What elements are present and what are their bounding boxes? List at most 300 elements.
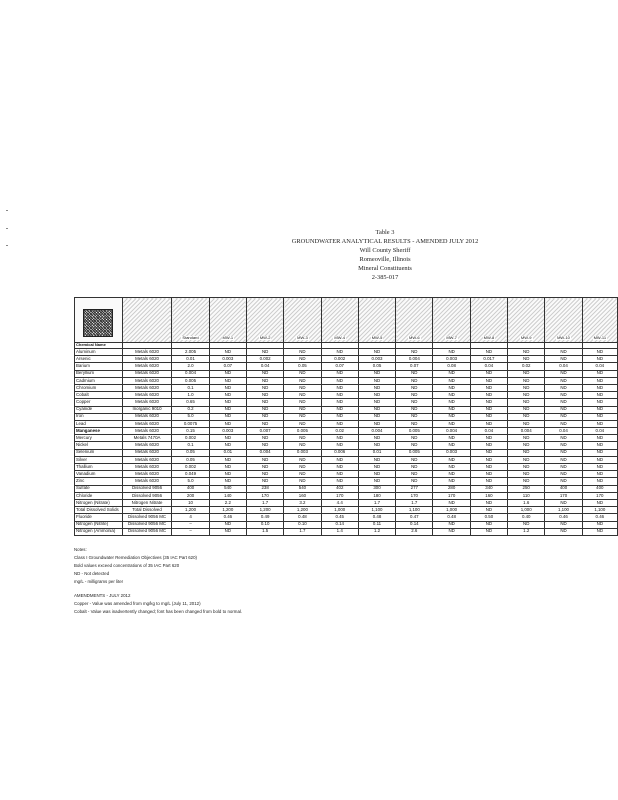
chemical-name: Nitrogen (Nitrate)	[75, 499, 123, 506]
result-value: ND	[582, 349, 617, 356]
column-header	[508, 298, 545, 343]
column-header-label: MW-3	[297, 334, 308, 340]
result-value: 170	[321, 492, 358, 499]
chemical-name: Sulfate	[75, 485, 123, 492]
result-value: 0.46	[582, 514, 617, 521]
result-value: 1.4	[321, 528, 358, 535]
result-value: ND	[358, 349, 395, 356]
chemical-name: Manganese	[75, 428, 123, 435]
result-value: ND	[396, 464, 433, 471]
result-value: 0.48	[433, 514, 470, 521]
result-value: ND	[470, 435, 507, 442]
table-row	[75, 499, 618, 506]
analysis-method: Metals 6020	[122, 363, 172, 370]
result-value: ND	[582, 377, 617, 384]
result-value: 0.05	[172, 456, 209, 463]
result-value: ND	[321, 406, 358, 413]
result-value: ND	[470, 392, 507, 399]
result-value: 1.2	[358, 528, 395, 535]
result-value: 170	[396, 492, 433, 499]
result-value: ND	[209, 370, 246, 377]
result-value: ND	[321, 349, 358, 356]
result-value: 0.004	[172, 370, 209, 377]
result-value: ND	[433, 528, 470, 535]
column-header-label: MW-11	[593, 334, 607, 340]
column-header-label: Standard	[182, 334, 199, 340]
result-value: ND	[508, 349, 545, 356]
result-value: ND	[433, 377, 470, 384]
result-value: 400	[545, 485, 582, 492]
result-value: 1,000	[433, 507, 470, 514]
result-value: ND	[358, 435, 395, 442]
analysis-method: Metals 6020	[122, 399, 172, 406]
table-heading: GROUNDWATER ANALYTICAL RESULTS - AMENDED JULY 2012	[291, 238, 479, 245]
result-value: ND	[470, 528, 507, 535]
result-value: 0.48	[284, 514, 321, 521]
result-value: ND	[433, 413, 470, 420]
result-value: 0.02	[508, 363, 545, 370]
result-value: ND	[470, 406, 507, 413]
result-value: ND	[508, 471, 545, 478]
result-value: ND	[508, 356, 545, 363]
result-value: 0.003	[433, 356, 470, 363]
result-value: ND	[209, 478, 246, 485]
result-value: ND	[246, 471, 283, 478]
result-value: 2.0	[172, 363, 209, 370]
result-value: ND	[545, 471, 582, 478]
result-value: 0.48	[358, 514, 395, 521]
result-value: ND	[209, 413, 246, 420]
table-row	[75, 370, 618, 377]
result-value: ND	[582, 435, 617, 442]
result-value: ND	[433, 499, 470, 506]
result-value: ND	[433, 420, 470, 427]
result-value: ND	[545, 478, 582, 485]
result-value: ND	[209, 528, 246, 535]
logo-cell	[75, 298, 123, 343]
result-value: 540	[209, 485, 246, 492]
result-value: ND	[284, 384, 321, 391]
result-value: 0.14	[396, 521, 433, 528]
table-row	[75, 528, 618, 535]
result-value: 1.0	[172, 392, 209, 399]
analysis-method: Dissolved 9056 MC	[122, 528, 172, 535]
result-value: ND	[545, 399, 582, 406]
result-value: –	[172, 521, 209, 528]
result-value: 2.005	[172, 349, 209, 356]
result-value: ND	[246, 435, 283, 442]
result-value: 1,100	[545, 507, 582, 514]
result-value: ND	[246, 442, 283, 449]
result-value: 170	[246, 492, 283, 499]
note-standard: Class I Groundwater Remediation Objectives (35 IAC Part 620)	[74, 555, 197, 560]
result-value: ND	[433, 399, 470, 406]
chemical-name: Chloride	[75, 492, 123, 499]
result-value: 250	[508, 485, 545, 492]
result-value: ND	[582, 528, 617, 535]
scan-mark	[6, 228, 8, 229]
result-value: ND	[209, 377, 246, 384]
result-value: 10	[172, 499, 209, 506]
result-value: ND	[545, 413, 582, 420]
chemical-name: Iron	[75, 413, 123, 420]
result-value: 1,100	[396, 507, 433, 514]
chemical-name: Nitrogen (Nitrite)	[75, 521, 123, 528]
result-value: ND	[470, 399, 507, 406]
result-value: 1,100	[358, 507, 395, 514]
result-value: 0.14	[321, 521, 358, 528]
result-value: ND	[508, 464, 545, 471]
result-value: ND	[396, 435, 433, 442]
result-value: ND	[433, 456, 470, 463]
result-value: 0.003	[433, 449, 470, 456]
result-value: 0.002	[172, 464, 209, 471]
result-value: ND	[396, 471, 433, 478]
result-value: 2.6	[396, 528, 433, 535]
analysis-method: Metals 6020	[122, 377, 172, 384]
table-row	[75, 363, 618, 370]
result-value: ND	[470, 384, 507, 391]
result-value: ND	[433, 349, 470, 356]
result-value: 0.017	[470, 356, 507, 363]
analysis-method: Dissolved 9056	[122, 485, 172, 492]
column-header-label: MW-4	[334, 334, 346, 340]
result-value: ND	[284, 356, 321, 363]
result-value: ND	[209, 435, 246, 442]
result-value: ND	[284, 435, 321, 442]
column-header	[358, 298, 395, 343]
result-value: ND	[246, 478, 283, 485]
result-value: 0.004	[246, 449, 283, 456]
result-value: 1.7	[358, 499, 395, 506]
result-value: ND	[508, 406, 545, 413]
result-value: ND	[284, 392, 321, 399]
result-value: 0.40	[508, 514, 545, 521]
result-value: ND	[358, 442, 395, 449]
result-value: ND	[470, 377, 507, 384]
result-value: ND	[396, 384, 433, 391]
result-value: 0.10	[284, 521, 321, 528]
chemical-name: Vanadium	[75, 471, 123, 478]
result-value: ND	[209, 420, 246, 427]
result-value: 1,200	[172, 507, 209, 514]
result-value: ND	[582, 442, 617, 449]
analysis-method: Metals 6020	[122, 464, 172, 471]
result-value: ND	[358, 464, 395, 471]
result-value: ND	[545, 384, 582, 391]
table-number: Table 3	[375, 229, 395, 236]
result-value: ND	[470, 413, 507, 420]
result-value: ND	[582, 471, 617, 478]
result-value: ND	[209, 442, 246, 449]
result-value: ND	[433, 464, 470, 471]
result-value: 0.005	[284, 428, 321, 435]
chemical-name: Arsenic	[75, 356, 123, 363]
result-value: ND	[358, 384, 395, 391]
result-value: 540	[284, 485, 321, 492]
result-value: ND	[470, 499, 507, 506]
analysis-method: Metals 6020	[122, 449, 172, 456]
result-value: ND	[508, 442, 545, 449]
analysis-method: Metals 7470A	[122, 435, 172, 442]
result-value: 402	[321, 485, 358, 492]
result-value: 0.003	[358, 356, 395, 363]
column-header	[470, 298, 507, 343]
result-value: 140	[209, 492, 246, 499]
analysis-method: Metals 6020	[122, 356, 172, 363]
result-value: ND	[545, 377, 582, 384]
result-value: ND	[321, 420, 358, 427]
table-row	[75, 442, 618, 449]
result-value: ND	[582, 370, 617, 377]
result-value: 0.2	[172, 406, 209, 413]
result-value: ND	[582, 399, 617, 406]
result-value: ND	[470, 442, 507, 449]
chemical-name: Nitrogen (Ammonia)	[75, 528, 123, 535]
result-value: ND	[246, 392, 283, 399]
chemical-name: Aluminum	[75, 349, 123, 356]
analysis-method: Metals 6020	[122, 471, 172, 478]
result-value: 277	[396, 485, 433, 492]
result-value: 1.6	[508, 499, 545, 506]
result-value: ND	[209, 392, 246, 399]
analysis-method: Total Dissolved	[122, 507, 172, 514]
result-value: ND	[209, 471, 246, 478]
table-row	[75, 478, 618, 485]
table-row	[75, 399, 618, 406]
result-value: ND	[470, 521, 507, 528]
analysis-method: Metals 6020	[122, 384, 172, 391]
result-value: ND	[284, 406, 321, 413]
result-value: ND	[396, 478, 433, 485]
result-value: ND	[545, 456, 582, 463]
chemical-name: Lead	[75, 420, 123, 427]
chemical-name: Thallium	[75, 464, 123, 471]
result-value: ND	[284, 464, 321, 471]
result-value: 0.45	[321, 514, 358, 521]
result-value: ND	[470, 449, 507, 456]
analysis-method: Dissolved 9056	[122, 492, 172, 499]
result-value: 0.04	[470, 428, 507, 435]
table-row	[75, 449, 618, 456]
column-header-label: MW-7	[446, 334, 457, 340]
table-row	[75, 485, 618, 492]
result-value: 0.46	[545, 514, 582, 521]
analysis-method: Metals 6020	[122, 428, 172, 435]
result-value: 1,000	[508, 507, 545, 514]
chemical-name: Fluoride	[75, 514, 123, 521]
result-value: 0.04	[545, 428, 582, 435]
result-value: 1,200	[209, 507, 246, 514]
site-name: Will County Sheriff	[359, 247, 411, 254]
table-row	[75, 435, 618, 442]
chemical-name: Cyanide	[75, 406, 123, 413]
result-value: ND	[433, 435, 470, 442]
result-value: 0.49	[246, 514, 283, 521]
result-value: ND	[545, 528, 582, 535]
result-value: ND	[209, 399, 246, 406]
result-value: 170	[545, 492, 582, 499]
result-value: 238	[246, 485, 283, 492]
result-value: ND	[545, 406, 582, 413]
result-value: ND	[470, 370, 507, 377]
column-header	[284, 298, 321, 343]
result-value: ND	[209, 464, 246, 471]
chemical-name: Beryllium	[75, 370, 123, 377]
result-value: ND	[321, 392, 358, 399]
analysis-method: Dissolved 9056 MC	[122, 521, 172, 528]
table-row	[75, 471, 618, 478]
result-value: ND	[358, 456, 395, 463]
amendment-cobalt: Cobalt - Value was inadvertently changed; font has been changed from bold to normal.	[74, 609, 243, 614]
result-value: 0.04	[246, 363, 283, 370]
analysis-method: Metals 6020	[122, 420, 172, 427]
result-value: 0.04	[582, 363, 617, 370]
chemical-name: Copper	[75, 399, 123, 406]
result-value: 3.2	[284, 499, 321, 506]
result-value: 340	[470, 485, 507, 492]
analysis-method: Metals 6020	[122, 456, 172, 463]
result-value: ND	[284, 456, 321, 463]
result-value: ND	[508, 384, 545, 391]
result-value: 110	[508, 492, 545, 499]
result-value: 0.02	[321, 428, 358, 435]
result-value: ND	[246, 370, 283, 377]
table-row	[75, 428, 618, 435]
result-value: 0.005	[396, 428, 433, 435]
chemical-name: Barium	[75, 363, 123, 370]
result-value: ND	[433, 471, 470, 478]
result-value: 1,100	[582, 507, 617, 514]
result-value: ND	[321, 471, 358, 478]
table-row	[75, 456, 618, 463]
result-value: ND	[582, 456, 617, 463]
site-location: Romeoville, Illinois	[359, 256, 411, 263]
result-value: ND	[358, 471, 395, 478]
result-value: 4	[172, 514, 209, 521]
result-value: 0.004	[396, 356, 433, 363]
result-value: ND	[396, 349, 433, 356]
result-value: 160	[284, 492, 321, 499]
project-number: 2-385-017	[371, 274, 399, 281]
result-value: ND	[396, 420, 433, 427]
result-value: ND	[433, 384, 470, 391]
analysis-method: Metals 6020	[122, 413, 172, 420]
result-value: ND	[284, 420, 321, 427]
result-value: ND	[582, 413, 617, 420]
result-value: ND	[508, 399, 545, 406]
column-header-label: MW-5	[371, 334, 383, 340]
result-value: ND	[582, 406, 617, 413]
result-value: ND	[508, 449, 545, 456]
result-value: ND	[508, 392, 545, 399]
result-value: ND	[470, 464, 507, 471]
table-row	[75, 420, 618, 427]
result-value: 170	[433, 492, 470, 499]
result-value: ND	[545, 442, 582, 449]
result-value: 0.05	[284, 363, 321, 370]
result-value: 0.05	[172, 449, 209, 456]
column-header-label: MW-9	[520, 334, 532, 340]
scan-mark	[6, 210, 8, 211]
result-value: 0.003	[209, 356, 246, 363]
result-value: 1.7	[284, 528, 321, 535]
result-value: ND	[246, 399, 283, 406]
result-value: ND	[470, 420, 507, 427]
result-value: 0.11	[358, 521, 395, 528]
result-value: 0.007	[246, 428, 283, 435]
table-row	[75, 464, 618, 471]
result-value: ND	[545, 392, 582, 399]
result-value: ND	[284, 442, 321, 449]
result-value: ND	[246, 420, 283, 427]
table-title-block	[260, 228, 510, 282]
result-value: 0.004	[508, 428, 545, 435]
result-value: ND	[508, 370, 545, 377]
result-value: ND	[582, 521, 617, 528]
result-value: 0.04	[545, 363, 582, 370]
table-row	[75, 507, 618, 514]
result-value: ND	[284, 478, 321, 485]
result-value: ND	[396, 406, 433, 413]
column-header	[246, 298, 283, 343]
result-value: ND	[582, 356, 617, 363]
result-value: ND	[545, 464, 582, 471]
result-value: 400	[172, 485, 209, 492]
column-header-label: MW-2	[259, 334, 271, 340]
result-value: ND	[508, 478, 545, 485]
result-value: 0.07	[209, 363, 246, 370]
amendment-copper: Copper - Value was amended from mg/kg to mg/L (July 11, 2012)	[74, 601, 201, 606]
table-row	[75, 392, 618, 399]
result-value: ND	[246, 384, 283, 391]
result-value: ND	[470, 471, 507, 478]
result-value: 0.003	[284, 449, 321, 456]
result-value: ND	[582, 392, 617, 399]
result-value: ND	[582, 464, 617, 471]
result-value: 0.07	[321, 363, 358, 370]
result-value: 0.15	[172, 428, 209, 435]
result-value: ND	[508, 521, 545, 528]
result-value: ND	[209, 456, 246, 463]
column-header	[209, 298, 246, 343]
analysis-method: Nitrogen Nitrate	[122, 499, 172, 506]
result-value: ND	[284, 377, 321, 384]
result-value: ND	[433, 478, 470, 485]
result-value: 200	[172, 492, 209, 499]
result-value: 400	[582, 485, 617, 492]
analysis-method: Metals 6020	[122, 370, 172, 377]
result-value: ND	[321, 384, 358, 391]
result-value: 0.002	[246, 356, 283, 363]
column-header-method	[122, 298, 172, 343]
result-value: 0.005	[172, 377, 209, 384]
result-value: ND	[433, 392, 470, 399]
result-value: ND	[582, 478, 617, 485]
chemical-name: Silver	[75, 456, 123, 463]
result-value: ND	[433, 370, 470, 377]
result-value: 0.01	[172, 356, 209, 363]
column-header-label: MW-6	[409, 334, 420, 340]
note-bold: Bold values exceed concentrations of 35 IAC Part 620	[74, 563, 180, 568]
result-value: ND	[470, 349, 507, 356]
result-value: ND	[396, 456, 433, 463]
chemical-name: Total Dissolved Solids	[75, 507, 123, 514]
result-value: ND	[284, 349, 321, 356]
result-value: 0.0075	[172, 420, 209, 427]
result-value: ND	[358, 399, 395, 406]
result-value: 0.01	[358, 449, 395, 456]
